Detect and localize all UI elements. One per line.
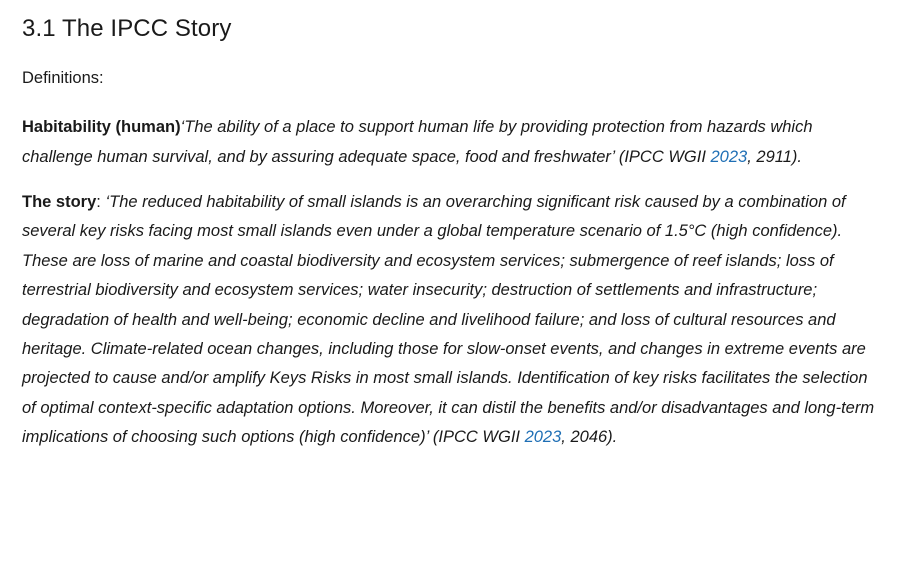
story-term: The story [22,193,97,212]
story-quote-part1: ‘The reduced habitability of small islands is an overarching significant risk caused by a combination of several key risks facing most small islands even under a global temperature scenario of 1.5°C (high confidence). These are loss of marine and coastal biodiversity and ecosystem services; submergence of reef islands; loss of terrestrial biodiversity and ecosystem services; water insecurity; destruction of settlements and infrastructure; degradation of health and well-being; economic decline and livelihood failure; and loss of cultural resources and heritage. Climate-related ocean changes, including those for slow-onset events, and changes in extreme events are projected to cause and/or amplify Keys Risks in most small islands. Identification of key risks facilitates the selection of optimal context-specific adaptation options. Moreover, it can distil the benefits and/or disadvantages and long-term implications of choosing such options (high confidence)’ (IPCC WGII [22,193,875,446]
habitability-definition-paragraph [22,113,879,172]
story-colon: : [96,193,101,212]
habitability-term: Habitability (human) [22,118,181,137]
story-paragraph [22,188,879,452]
story-quote-part2: , 2046). [561,427,618,446]
habitability-quote-part2: , 2911). [747,147,802,166]
definitions-label: Definitions: [22,69,104,87]
page-title: 3.1 The IPCC Story [22,15,232,42]
habitability-citation-link[interactable]: 2023 [710,147,748,166]
habitability-quote-part1: ‘The ability of a place to support human life by providing protection from hazards which challenge human survival, and by assuring adequate space, food and freshwater’ (IPCC WGII [22,118,813,166]
story-citation-link[interactable]: 2023 [524,427,562,446]
